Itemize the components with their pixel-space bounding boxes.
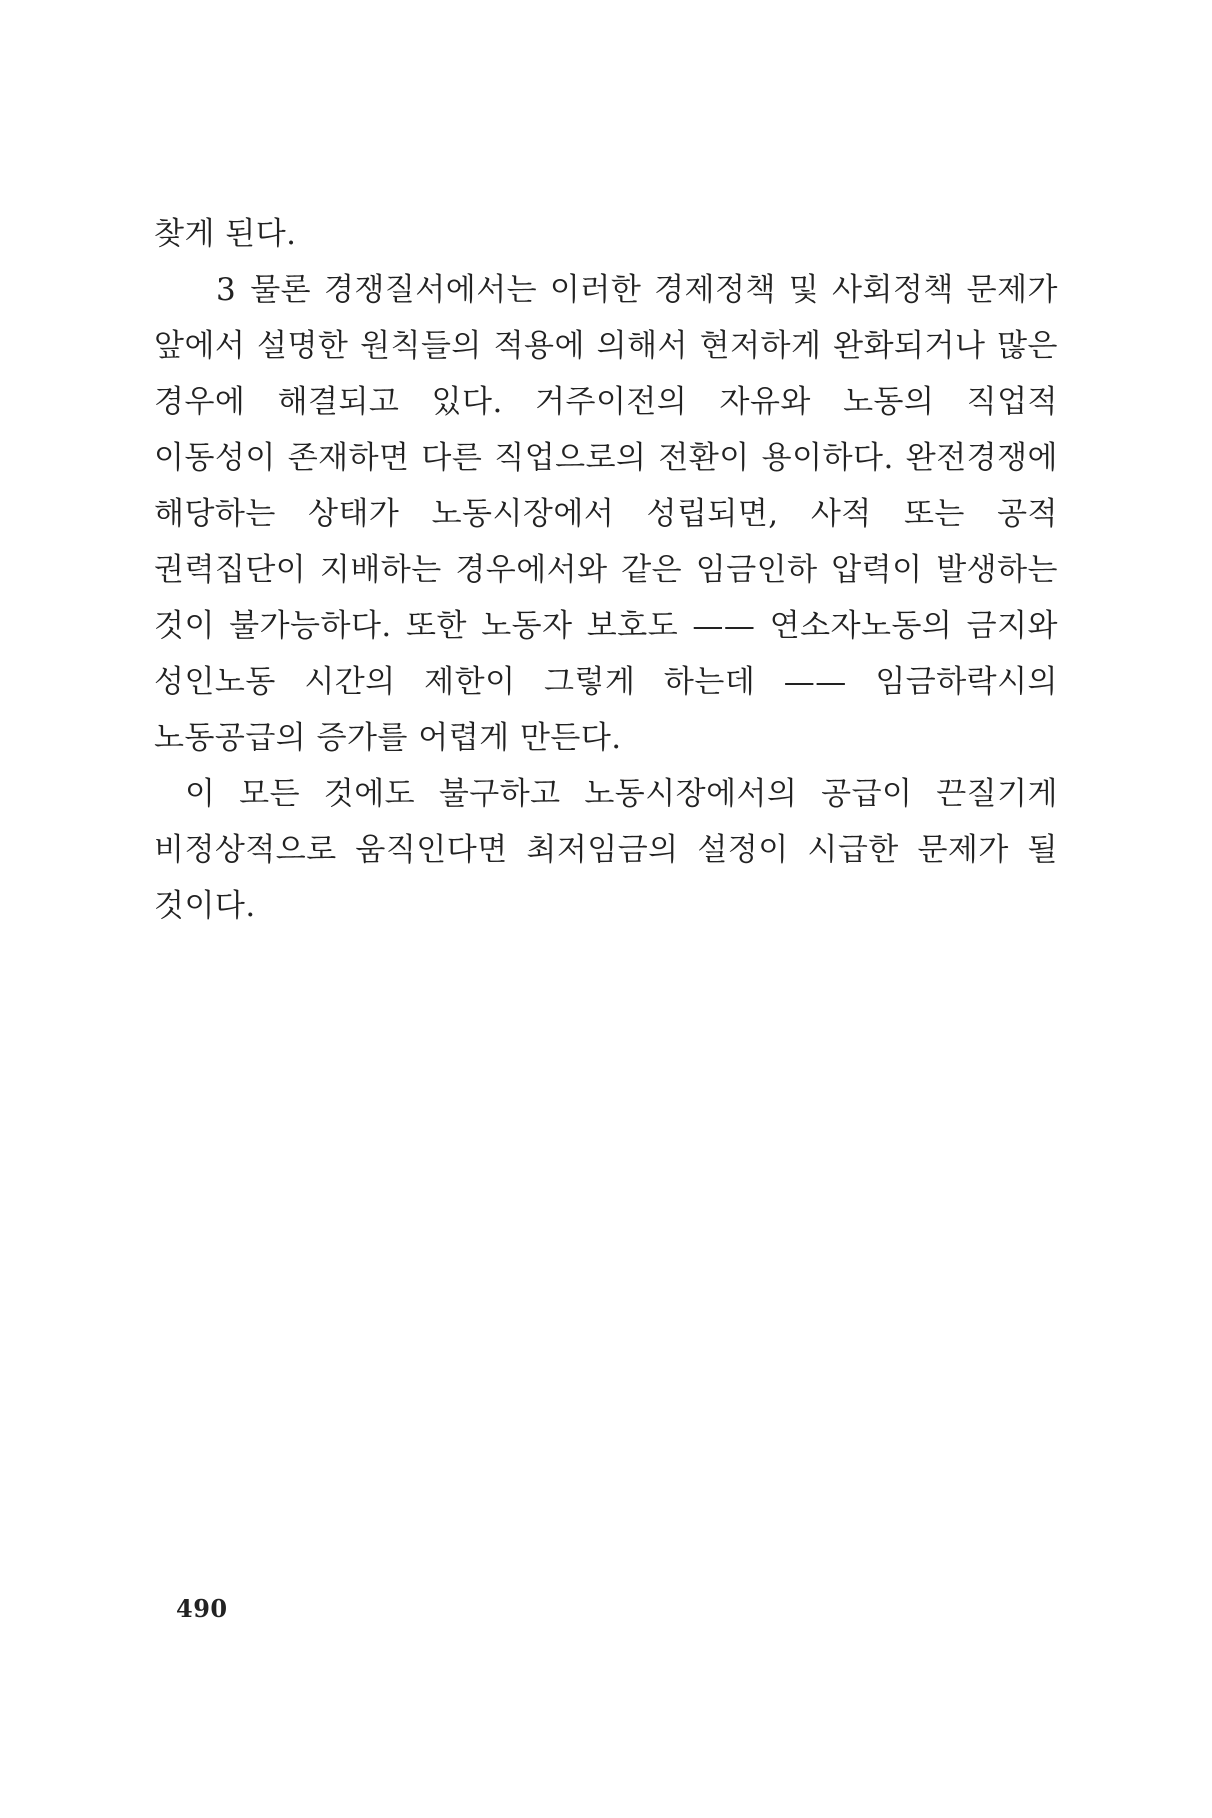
paragraph-numbered	[154, 262, 1058, 766]
paragraph-final: 이 모든 것에도 불구하고 노동시장에서의 공급이 끈질기게 비정상적으로 움직인다면 최저임금의 설정이 시급한 문제가 될 것이다.	[154, 776, 1058, 924]
body-text	[154, 206, 1058, 934]
paragraph-continuation: 찾게 된다.	[154, 216, 297, 252]
page-number: 490	[176, 1594, 228, 1623]
paragraph-text: 물론 경쟁질서에서는 이러한 경제정책 및 사회정책 문제가 앞에서 설명한 원칙들의 적용에 의해서 현저하게 완화되거나 많은 경우에 해결되고 있다. 거주이전의 자유와 노동의 직업적 이동성이 존재하면 다른 직업으로의 전환이 용이하다. 완전경쟁에 해당하는 상태가 노동시장에서 성립되면, 사적 또는 공적 권력집단이 지배하는 경우에서와 같은 임금인하 압력이 발생하는 것이 불가능하다. 또한 노동자 보호도 —— 연소자노동의 금지와 성인노동 시간의 제한이 그렇게 하는데 —— 임금하락시의 노동공급의 증가를 어렵게 만든다.	[154, 272, 1058, 756]
paragraph-number: 3	[216, 272, 237, 308]
